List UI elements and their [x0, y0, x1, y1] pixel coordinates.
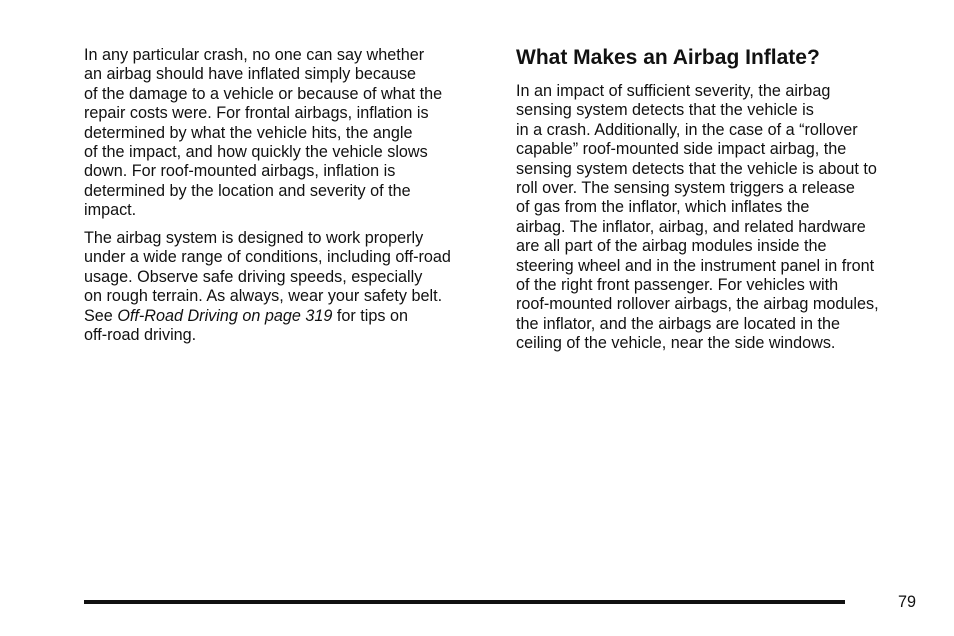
page-number: 79 [898, 593, 917, 611]
text-line: ceiling of the vehicle, near the side windows. [516, 334, 836, 353]
text-line: impact. [84, 201, 137, 220]
text-line: under a wide range of conditions, including off-road [84, 248, 451, 267]
text-line: steering wheel and in the instrument panel in front [516, 256, 875, 275]
text-line: determined by the location and severity of the [84, 181, 411, 200]
see-prefix: See [84, 306, 118, 325]
text-line: in a crash. Additionally, in the case of a “rollover [516, 120, 858, 139]
text-line: an airbag should have inflated simply because [84, 65, 417, 84]
text-line: of the damage to a vehicle or because of what the [84, 84, 443, 103]
text-line: of the impact, and how quickly the vehicle slows [84, 142, 428, 161]
paragraph-airbag-system-design [84, 229, 451, 345]
text-line: of gas from the inflator, which inflates the [516, 198, 810, 217]
text-line-see-reference [84, 307, 451, 326]
text-line: roof-mounted rollover airbags, the airbag modules, [516, 295, 879, 314]
text-line: roll over. The sensing system triggers a release [516, 178, 855, 197]
text-line: down. For roof-mounted airbags, inflation is [84, 162, 396, 181]
text-line: usage. Observe safe driving speeds, especially [84, 267, 423, 286]
text-line: In any particular crash, no one can say whether [84, 46, 425, 64]
text-line: The airbag system is designed to work properly [84, 229, 424, 247]
text-line: determined by what the vehicle hits, the angle [84, 123, 413, 142]
text-line: on rough terrain. As always, wear your safety belt. [84, 287, 443, 306]
footer-rule [84, 600, 845, 604]
text-line: In an impact of sufficient severity, the airbag [516, 82, 831, 100]
text-line: capable” roof-mounted side impact airbag, the [516, 140, 847, 159]
text-line: of the right front passenger. For vehicles with [516, 275, 839, 294]
see-suffix: for tips on [332, 306, 408, 325]
text-line: repair costs were. For frontal airbags, inflation is [84, 104, 429, 123]
text-line: are all part of the airbag modules inside the [516, 237, 827, 256]
text-line: airbag. The inflator, airbag, and related hardware [516, 217, 866, 236]
text-line: off-road driving. [84, 325, 197, 344]
text-line: the inflator, and the airbags are located in the [516, 314, 840, 333]
text-line: sensing system detects that the vehicle is about to [516, 159, 877, 178]
text-line: sensing system detects that the vehicle is [516, 101, 814, 120]
paragraph-inflation-process [516, 82, 879, 353]
paragraph-crash-inflation [84, 46, 442, 221]
cross-reference-link[interactable]: Off-Road Driving on page 319 [117, 306, 333, 325]
section-heading: What Makes an Airbag Inflate? [516, 46, 820, 69]
